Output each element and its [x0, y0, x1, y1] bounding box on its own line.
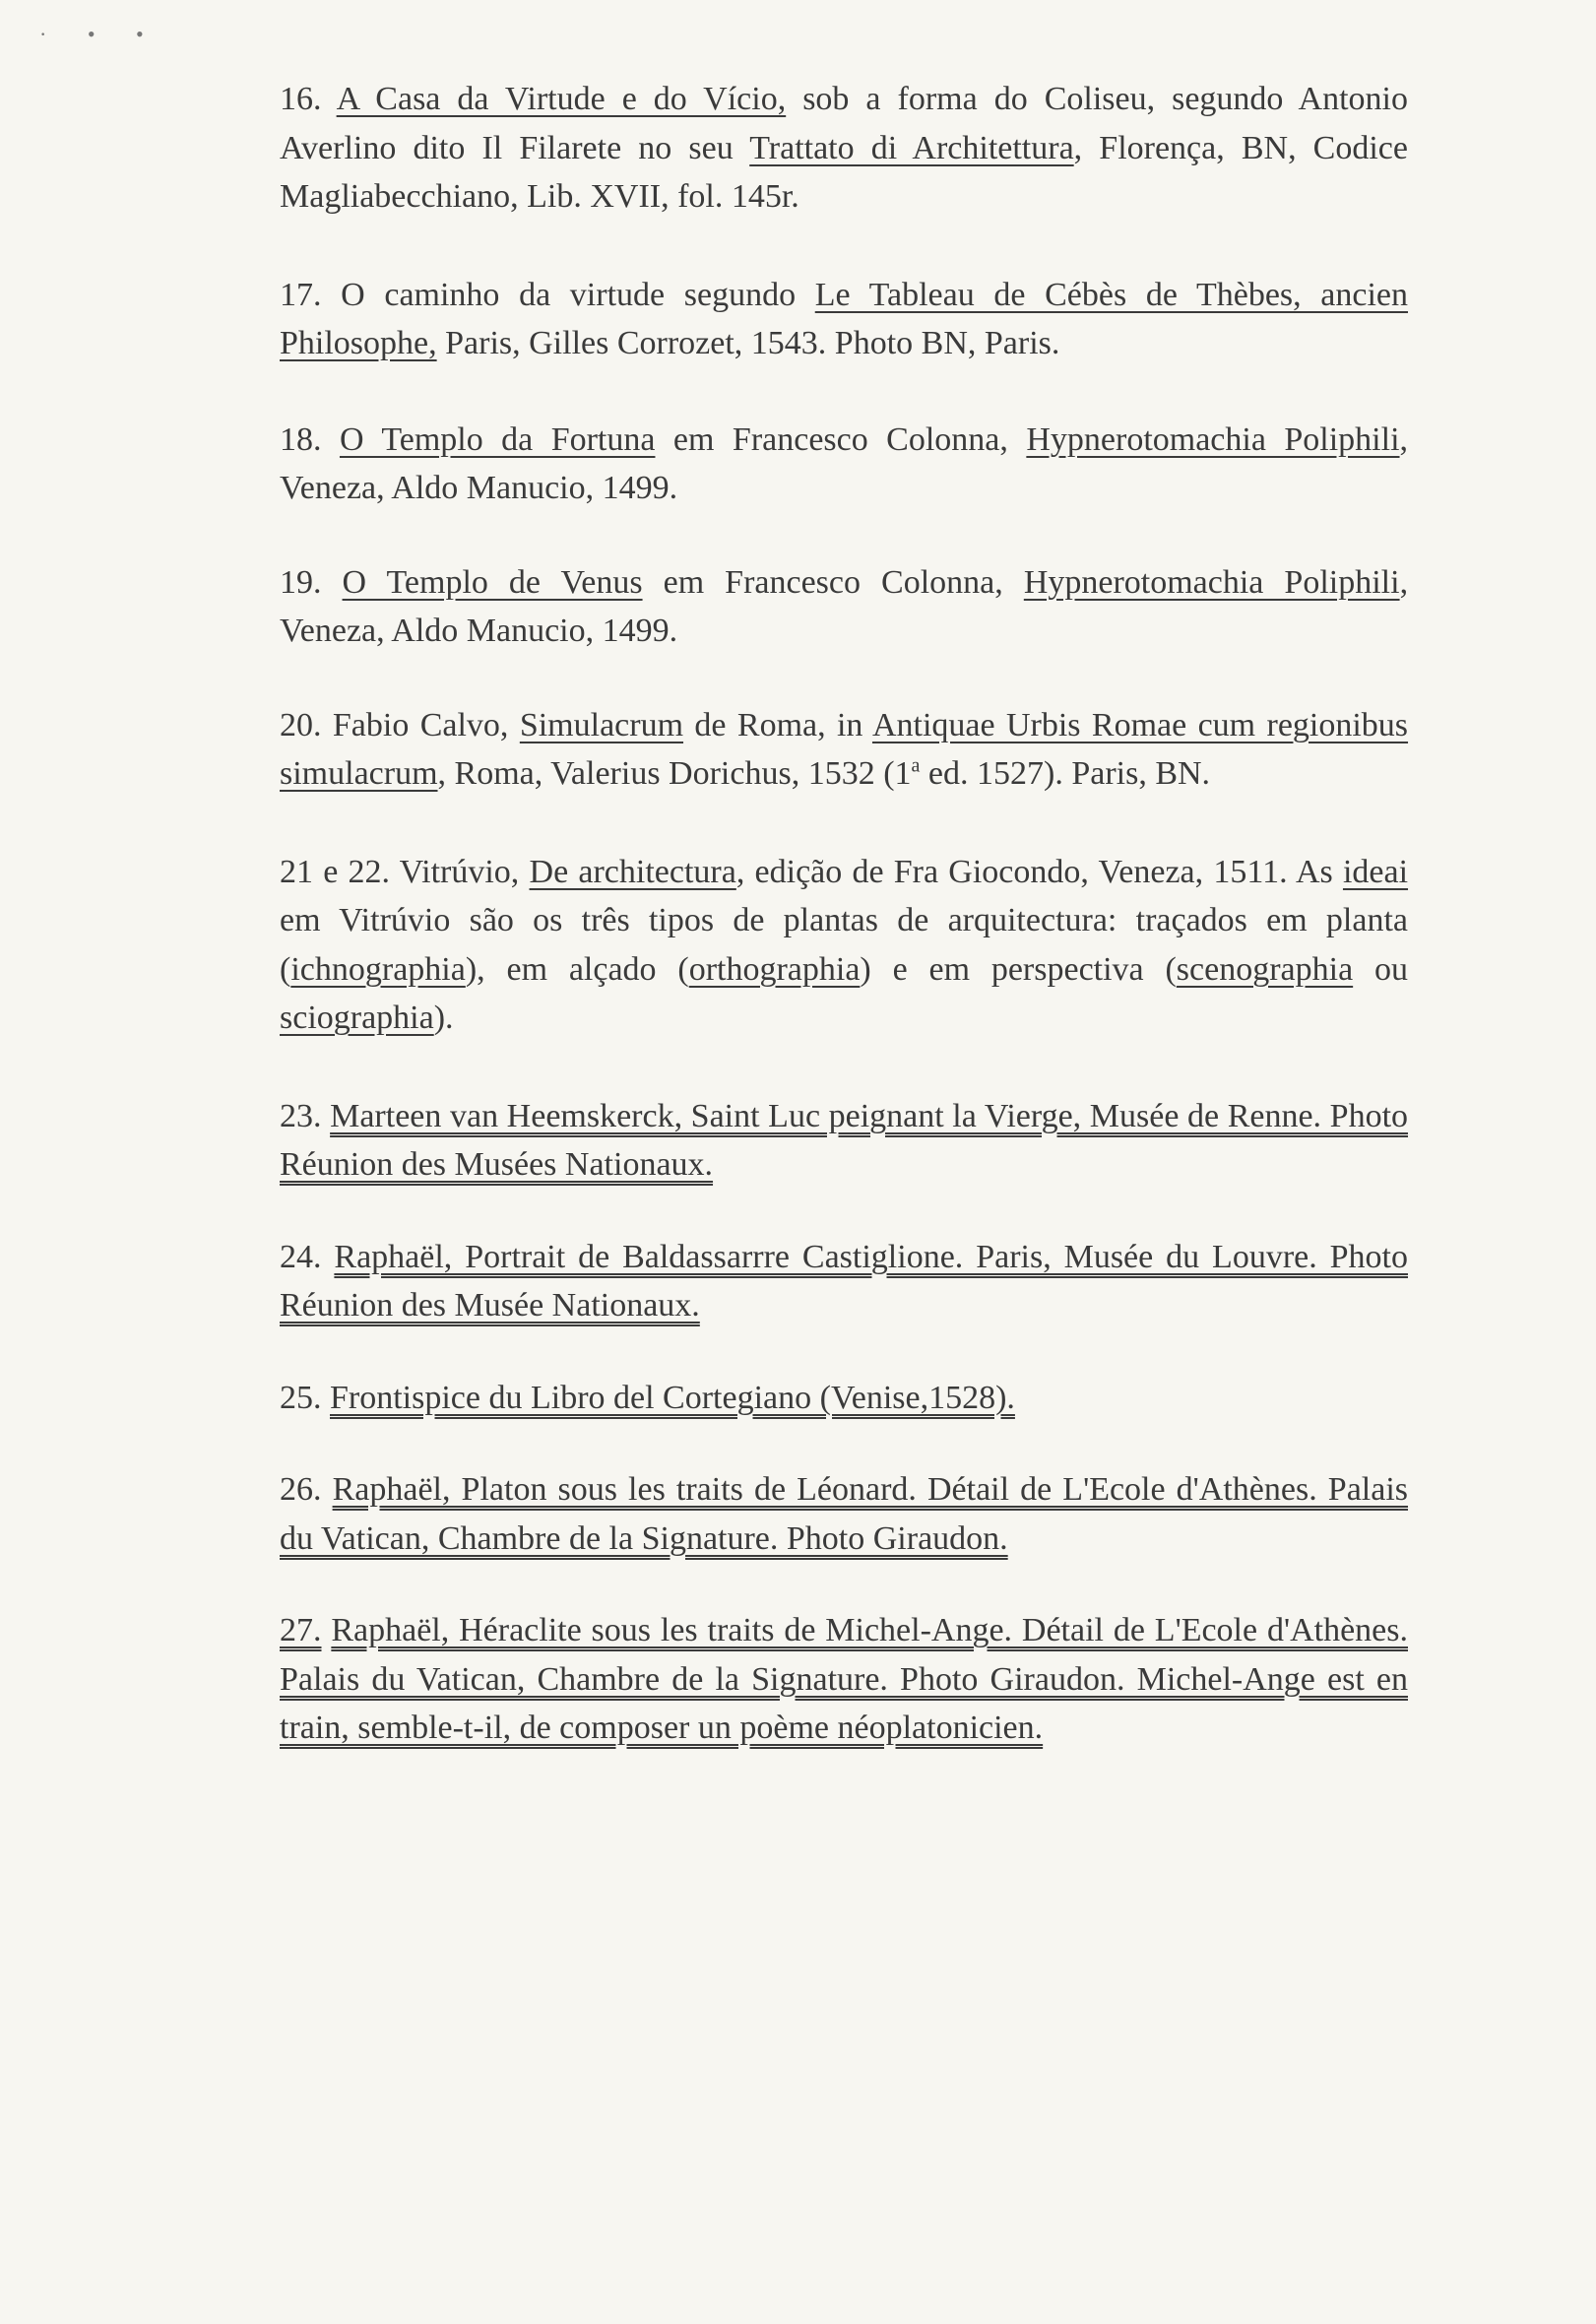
entry-number: 19. [280, 563, 322, 601]
entry-text: ou [1374, 950, 1408, 988]
entry-26 [242, 1465, 1408, 1563]
entry-text: Raphaël, Héraclite sous les traits de Michel-Ange. Détail de L'Ecole d'Athènes. Palais du Vatican, Chambre de la Signature. Photo Giraudon. Michel-Ange est en train, semble-t-il, de composer un poème néoplatonicien. [280, 1612, 1408, 1746]
entry-term: ideai [1342, 853, 1409, 890]
entry-text: Marteen van Heemskerck, Saint Luc peignant la Vierge, Musée de Renne. Photo Réunion des Musées Nationaux. [280, 1097, 1409, 1183]
entry-reference: Trattato di Architettura [749, 129, 1074, 166]
entry-term: sciographia [280, 1000, 434, 1036]
entry-text: em Francesco Colonna, [672, 420, 1008, 458]
entry-20 [242, 701, 1408, 799]
entry-text: sob a forma do Coliseu, segundo Antonio Averlino dito Il Filarete no seu [280, 81, 1408, 166]
entry-text: Raphaël, Platon sous les traits de Léonard. Détail de L'Ecole d'Athènes. Palais du Vatican, Chambre de la Signature. Photo Giraudon. [280, 1471, 1409, 1557]
entry-number: 23. [280, 1097, 322, 1134]
scan-marks: · • • [39, 22, 161, 46]
entry-reference: Hypnerotomachia Poliphili [1026, 420, 1400, 458]
entry-term: ichnographia [290, 950, 466, 988]
entry-number: 17. [280, 276, 322, 313]
entry-title: O Templo de Venus [342, 563, 643, 601]
entry-text: em Vitrúvio são os três tipos de plantas de arquitectura: traçados em planta ( [280, 902, 1408, 988]
entry-text: ), em alçado ( [465, 950, 689, 988]
entry-21-22 [242, 848, 1408, 1043]
entry-17 [242, 271, 1408, 368]
entry-text: O caminho da virtude segundo [341, 276, 797, 313]
entry-text: , Florença, BN, Codice Magliabecchiano, Lib. XVII, fol. 145r. [280, 129, 1408, 215]
entry-text: ). [433, 1000, 454, 1036]
entry-text: , edição de Fra Giocondo, Veneza, 1511. [735, 853, 1288, 890]
entry-text: Raphaël, Portrait de Baldassarrre Castiglione. Paris, Musée du Louvre. Photo Réunion des Musée Nationaux. [280, 1238, 1408, 1323]
entry-text: As [1295, 853, 1333, 890]
entry-text: , Veneza, Aldo Manucio, 1499. [280, 563, 1409, 649]
entry-text: , Veneza, Aldo Manucio, 1499. [280, 420, 1409, 506]
entry-number: 26. [280, 1471, 322, 1508]
entry-24 [242, 1233, 1408, 1330]
entry-term: orthographia [688, 950, 861, 988]
entry-number: 27. [280, 1612, 322, 1648]
entry-number: 24. [280, 1238, 322, 1275]
entry-text: Frontispice du Libro del Cortegiano (Venise,1528). [330, 1379, 1015, 1416]
entry-term: scenographia [1176, 950, 1354, 988]
entry-reference: De architectura [529, 853, 736, 890]
entry-text: de Roma, in [694, 706, 863, 743]
entry-title: Simulacrum [519, 706, 684, 743]
entry-text: ed. 1527). Paris, BN. [927, 755, 1211, 792]
entry-16 [242, 75, 1408, 222]
entry-27 [242, 1606, 1408, 1753]
entry-number: 16. [280, 81, 322, 117]
entry-25 [242, 1374, 1408, 1423]
entry-reference: Antiquae Urbis Romae cum regionibus simulacrum [280, 706, 1409, 792]
entry-number: 20. [280, 706, 322, 743]
entry-title: O Templo da Fortuna [339, 420, 656, 458]
entry-reference: Hypnerotomachia Poliphili [1023, 563, 1400, 601]
entry-reference: Le Tableau de Cébès de Thèbes, ancien Philosophe, [280, 276, 1409, 361]
entry-text: , Roma, Valerius Dorichus, 1532 (1 [437, 755, 912, 792]
entry-number: 18. [280, 420, 322, 458]
entry-text: Vitrúvio, [399, 853, 520, 890]
entry-title: A Casa da Virtude e do Vício, [336, 81, 787, 117]
entry-number: 21 e 22. [280, 853, 391, 890]
entry-number: 25. [280, 1379, 322, 1416]
entry-23 [242, 1092, 1408, 1190]
entry-text: em Francesco Colonna, [663, 563, 1003, 601]
figure-list [242, 75, 1408, 1753]
entry-superscript: a [911, 754, 921, 777]
entry-19 [242, 558, 1408, 656]
entry-text: Fabio Calvo, [332, 706, 509, 743]
entry-text: ) e em perspectiva ( [860, 950, 1177, 988]
entry-18 [242, 416, 1408, 513]
entry-text: Paris, Gilles Corrozet, 1543. Photo BN, Paris. [445, 325, 1060, 361]
